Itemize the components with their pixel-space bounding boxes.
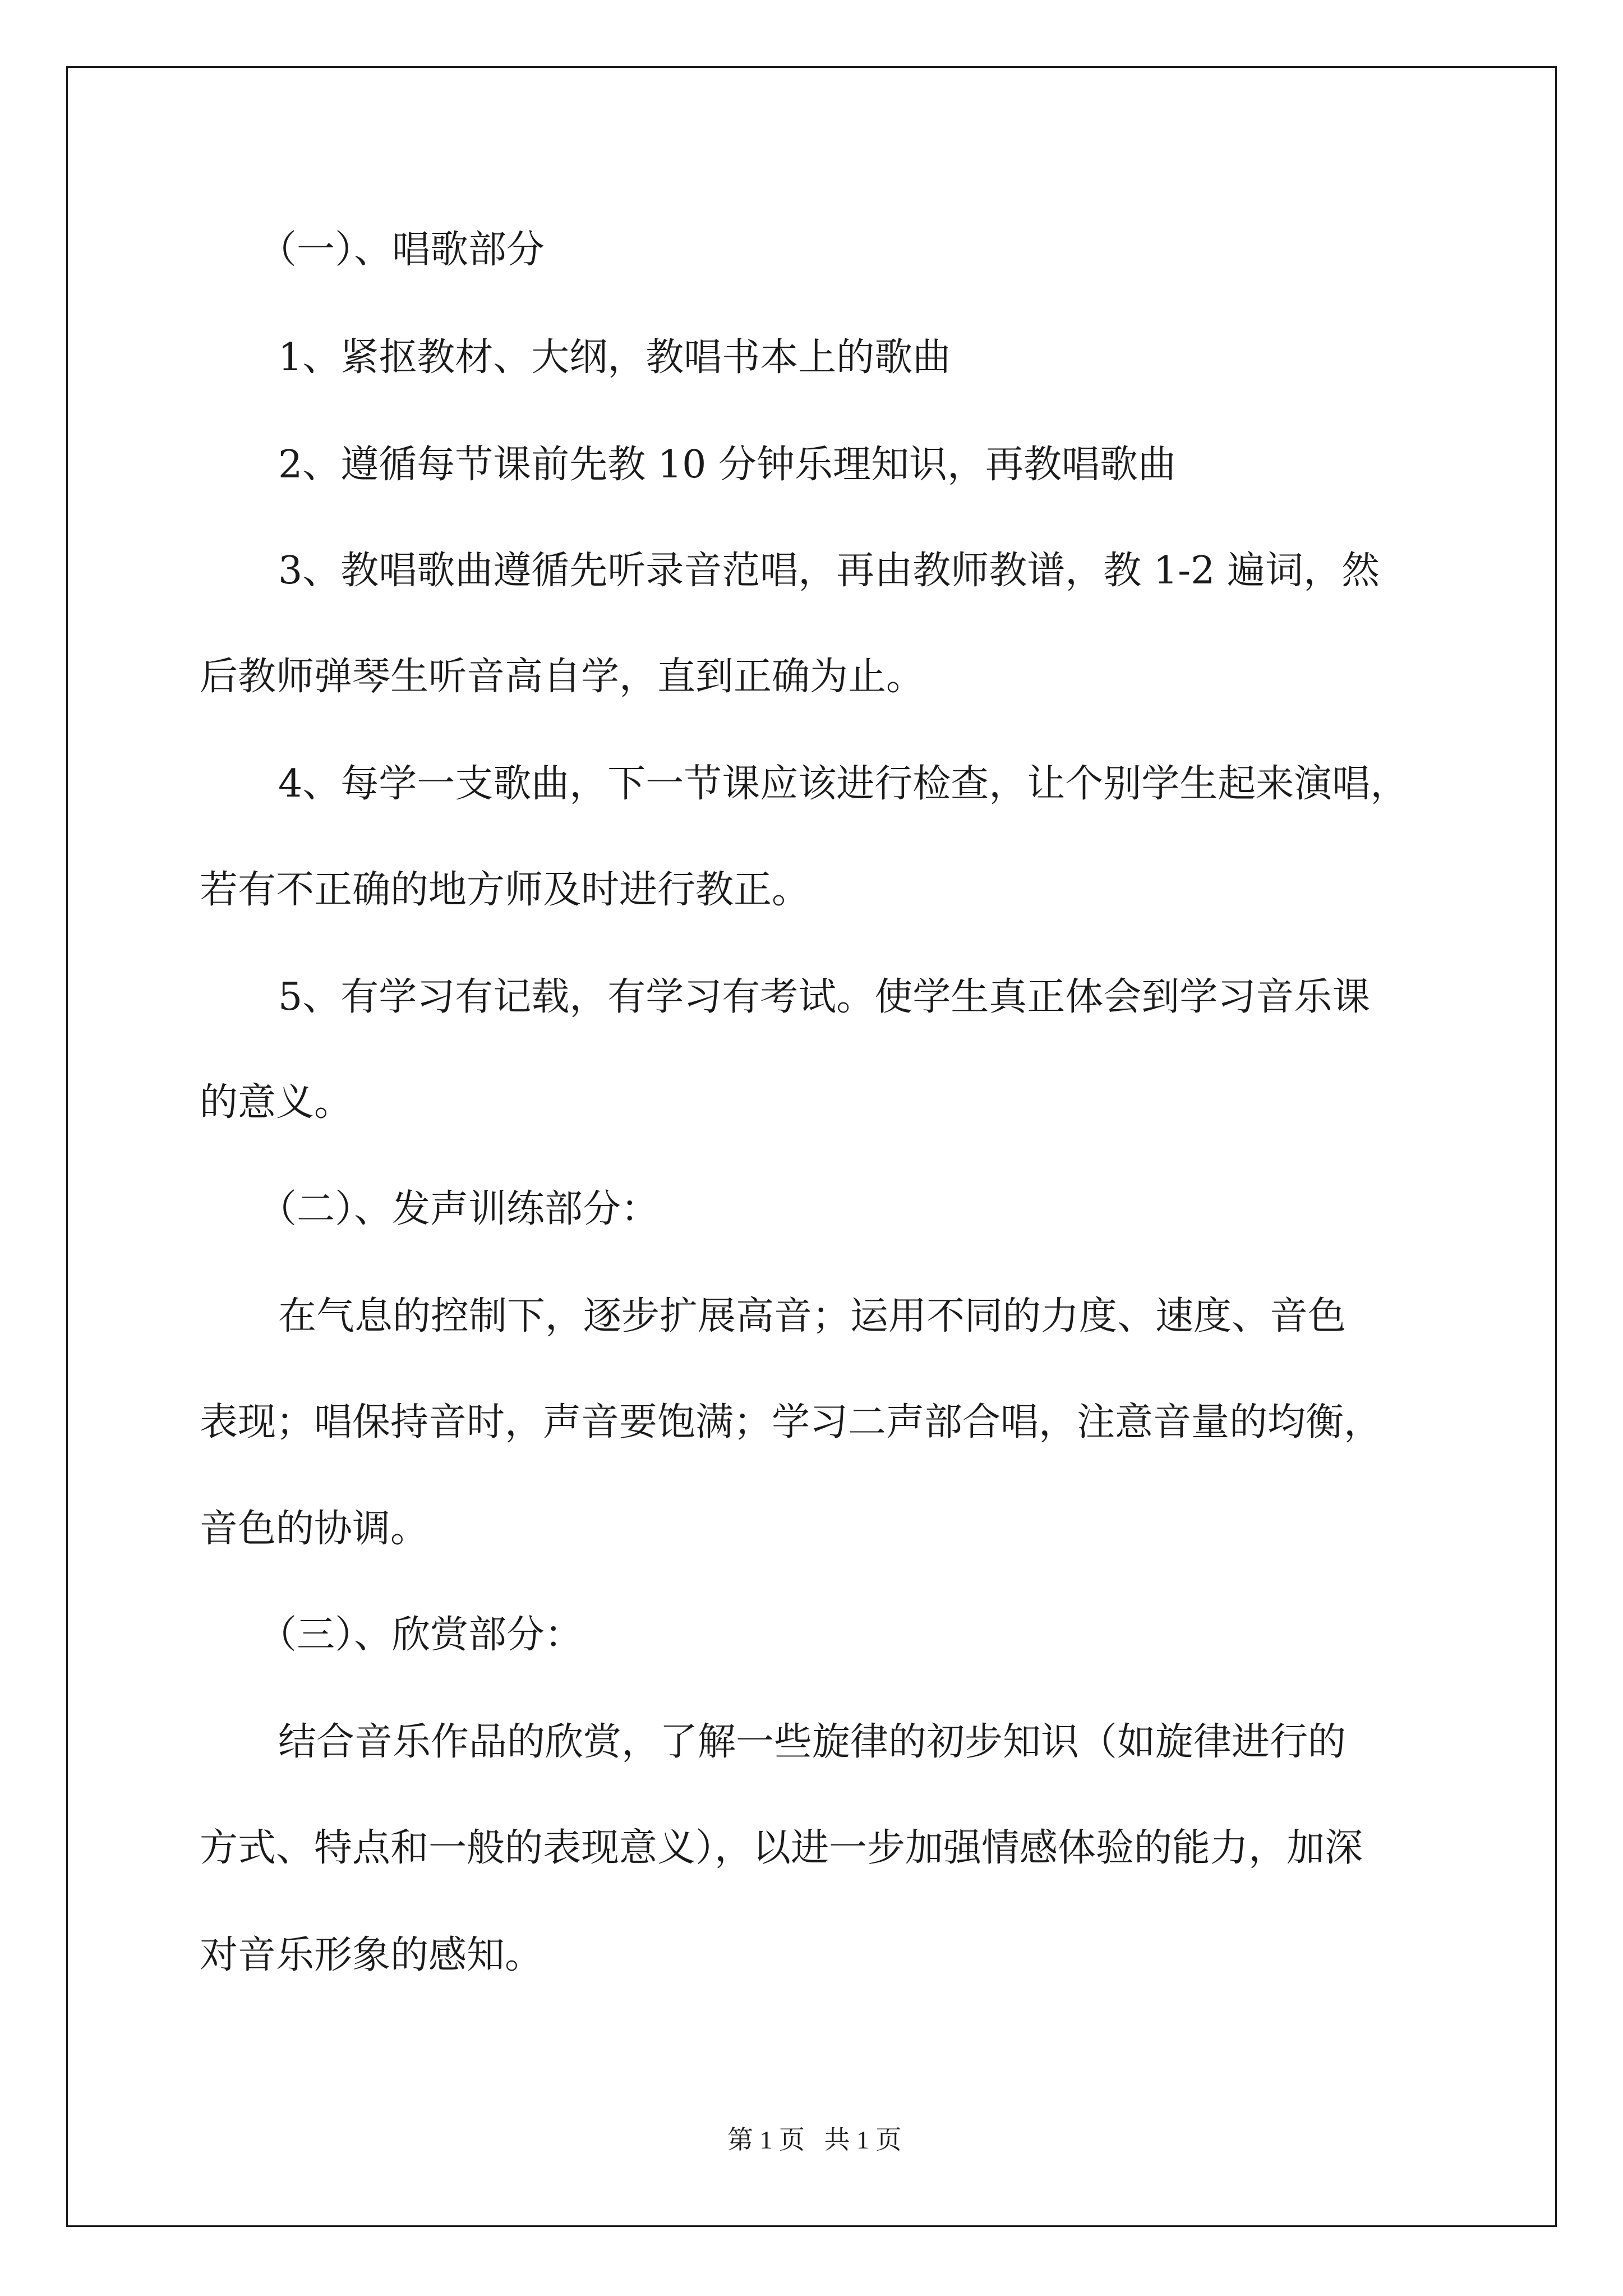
- item-3-line-1: 3、教唱歌曲遵循先听录音范唱，再由教师教谱，教 1-2 遍词，然: [278, 549, 1380, 593]
- item-3-line-2: 后教师弹琴生听音高自学，直到正确为止。: [200, 655, 925, 699]
- vocal-paragraph-line-3: 音色的协调。: [200, 1507, 429, 1551]
- vocal-paragraph-line-2: 表现；唱保持音时，声音要饱满；学习二声部合唱，注意音量的均衡，: [200, 1400, 1382, 1444]
- page-footer: 第 1 页 共 1 页: [727, 2125, 902, 2154]
- item-2: 2、遵循每节课前先教 10 分钟乐理知识，再教唱歌曲: [278, 443, 1177, 487]
- heading-appreciation: （三）、欣赏部分：: [259, 1613, 583, 1657]
- appreciation-line-3: 对音乐形象的感知。: [200, 1933, 543, 1977]
- item-4-line-1: 4、每学一支歌曲，下一节课应该进行检查，让个别学生起来演唱，: [278, 762, 1409, 806]
- appreciation-line-2: 方式、特点和一般的表现意义），以进一步加强情感体验的能力，加深: [200, 1826, 1363, 1870]
- item-5-line-2: 的意义。: [200, 1080, 353, 1125]
- page-border: [66, 66, 1557, 2227]
- item-1: 1、紧抠教材、大纲，教唱书本上的歌曲: [278, 335, 951, 380]
- heading-vocal-training: （二）、发声训练部分：: [259, 1187, 660, 1231]
- appreciation-line-1: 结合音乐作品的欣赏，了解一些旋律的初步知识（如旋律进行的: [278, 1720, 1347, 1764]
- vocal-paragraph-line-1: 在气息的控制下，逐步扩展高音；运用不同的力度、速度、音色: [278, 1294, 1347, 1338]
- item-5-line-1: 5、有学习有记载，有学习有考试。使学生真正体会到学习音乐课: [278, 975, 1371, 1019]
- item-4-line-2: 若有不正确的地方师及时进行教正。: [200, 868, 810, 912]
- heading-singing: （一）、唱歌部分: [259, 228, 545, 272]
